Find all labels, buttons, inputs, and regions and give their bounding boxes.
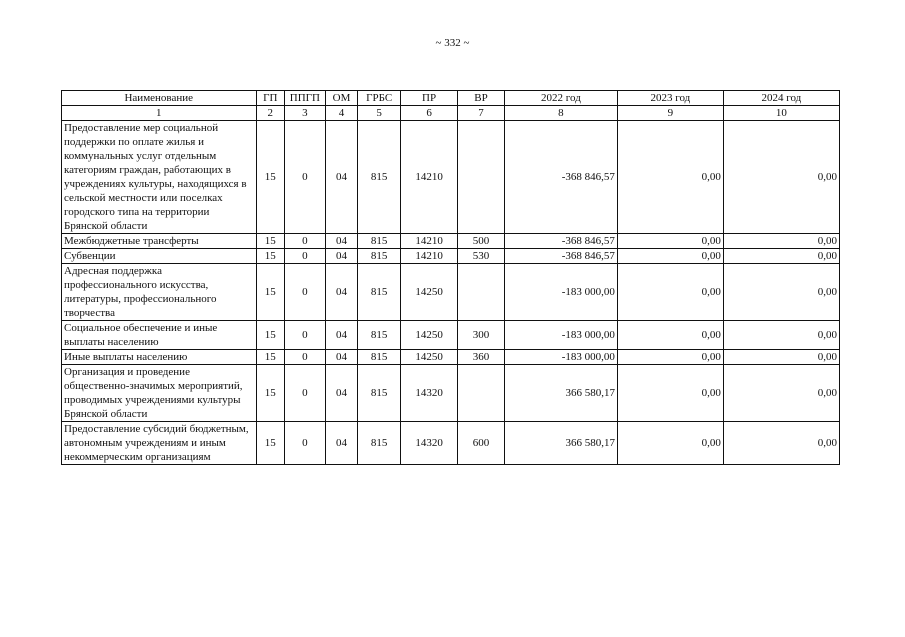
cell-vr [458, 365, 505, 422]
cell-pr: 14320 [401, 365, 458, 422]
header-gp: ГП [256, 91, 285, 106]
cell-2024: 0,00 [723, 249, 839, 264]
cell-pr: 14210 [401, 121, 458, 234]
cell-pr: 14210 [401, 234, 458, 249]
cell-2023: 0,00 [617, 249, 723, 264]
cell-vr: 360 [458, 350, 505, 365]
column-number: 4 [325, 106, 358, 121]
column-number-row [62, 106, 840, 121]
cell-2022: 366 580,17 [504, 422, 617, 465]
cell-2022: -368 846,57 [504, 234, 617, 249]
cell-pr: 14210 [401, 249, 458, 264]
cell-vr: 600 [458, 422, 505, 465]
cell-om: 04 [325, 264, 358, 321]
cell-gp: 15 [256, 249, 285, 264]
cell-2023: 0,00 [617, 321, 723, 350]
column-number: 9 [617, 106, 723, 121]
cell-grbs: 815 [358, 350, 401, 365]
page-number: ~ 332 ~ [435, 37, 470, 49]
cell-grbs: 815 [358, 249, 401, 264]
cell-vr [458, 264, 505, 321]
cell-2024: 0,00 [723, 321, 839, 350]
cell-2023: 0,00 [617, 365, 723, 422]
header-om: ОМ [325, 91, 358, 106]
cell-om: 04 [325, 249, 358, 264]
cell-ppgp: 0 [285, 234, 326, 249]
cell-om: 04 [325, 365, 358, 422]
cell-pr: 14320 [401, 422, 458, 465]
table-row [62, 422, 840, 465]
cell-vr [458, 121, 505, 234]
cell-om: 04 [325, 350, 358, 365]
table-row [62, 264, 840, 321]
cell-ppgp: 0 [285, 264, 326, 321]
cell-grbs: 815 [358, 321, 401, 350]
table-row [62, 365, 840, 422]
cell-2022: -183 000,00 [504, 350, 617, 365]
budget-table [61, 90, 840, 465]
table-row [62, 121, 840, 234]
cell-2022: 366 580,17 [504, 365, 617, 422]
cell-2022: -183 000,00 [504, 321, 617, 350]
cell-gp: 15 [256, 264, 285, 321]
cell-2024: 0,00 [723, 264, 839, 321]
cell-ppgp: 0 [285, 321, 326, 350]
cell-gp: 15 [256, 422, 285, 465]
cell-om: 04 [325, 321, 358, 350]
cell-2024: 0,00 [723, 234, 839, 249]
header-name: Наименование [62, 91, 257, 106]
table-row [62, 249, 840, 264]
cell-om: 04 [325, 422, 358, 465]
header-pr: ПР [401, 91, 458, 106]
row-name: Адресная поддержка профессионального искусства, литературы, профессионального творчества [62, 264, 257, 321]
column-number: 7 [458, 106, 505, 121]
cell-gp: 15 [256, 234, 285, 249]
header-row [62, 91, 840, 106]
cell-grbs: 815 [358, 365, 401, 422]
cell-gp: 15 [256, 365, 285, 422]
cell-gp: 15 [256, 321, 285, 350]
cell-2024: 0,00 [723, 121, 839, 234]
table-row [62, 350, 840, 365]
column-number: 1 [62, 106, 257, 121]
column-number: 10 [723, 106, 839, 121]
row-name: Межбюджетные трансферты [62, 234, 257, 249]
table-row [62, 234, 840, 249]
column-number: 2 [256, 106, 285, 121]
cell-2022: -183 000,00 [504, 264, 617, 321]
cell-2023: 0,00 [617, 121, 723, 234]
cell-2023: 0,00 [617, 422, 723, 465]
cell-ppgp: 0 [285, 350, 326, 365]
cell-vr: 530 [458, 249, 505, 264]
cell-pr: 14250 [401, 264, 458, 321]
cell-gp: 15 [256, 350, 285, 365]
cell-om: 04 [325, 121, 358, 234]
cell-grbs: 815 [358, 422, 401, 465]
cell-grbs: 815 [358, 264, 401, 321]
cell-2022: -368 846,57 [504, 121, 617, 234]
row-name: Предоставление мер социальной поддержки по оплате жилья и коммунальных услуг отдельным категориям граждан, работающих в учреждениях культуры, находящихся в сельской местности или поселках городского типа на территории Брянской области [62, 121, 257, 234]
header-ppgp: ППГП [285, 91, 326, 106]
cell-2023: 0,00 [617, 234, 723, 249]
cell-vr: 500 [458, 234, 505, 249]
row-name: Субвенции [62, 249, 257, 264]
row-name: Организация и проведение общественно-значимых мероприятий, проводимых учреждениями культуры Брянской области [62, 365, 257, 422]
cell-pr: 14250 [401, 350, 458, 365]
cell-ppgp: 0 [285, 365, 326, 422]
cell-grbs: 815 [358, 121, 401, 234]
cell-ppgp: 0 [285, 121, 326, 234]
header-2022: 2022 год [504, 91, 617, 106]
cell-ppgp: 0 [285, 422, 326, 465]
header-2024: 2024 год [723, 91, 839, 106]
column-number: 5 [358, 106, 401, 121]
column-number: 8 [504, 106, 617, 121]
header-grbs: ГРБС [358, 91, 401, 106]
row-name: Предоставление субсидий бюджетным, автономным учреждениям и иным некоммерческим организациям [62, 422, 257, 465]
row-name: Социальное обеспечение и иные выплаты населению [62, 321, 257, 350]
cell-2024: 0,00 [723, 422, 839, 465]
cell-pr: 14250 [401, 321, 458, 350]
header-2023: 2023 год [617, 91, 723, 106]
cell-2023: 0,00 [617, 350, 723, 365]
cell-gp: 15 [256, 121, 285, 234]
cell-ppgp: 0 [285, 249, 326, 264]
cell-om: 04 [325, 234, 358, 249]
cell-2023: 0,00 [617, 264, 723, 321]
column-number: 6 [401, 106, 458, 121]
header-vr: ВР [458, 91, 505, 106]
table-row [62, 321, 840, 350]
column-number: 3 [285, 106, 326, 121]
row-name: Иные выплаты населению [62, 350, 257, 365]
cell-2024: 0,00 [723, 350, 839, 365]
cell-2022: -368 846,57 [504, 249, 617, 264]
cell-grbs: 815 [358, 234, 401, 249]
cell-2024: 0,00 [723, 365, 839, 422]
cell-vr: 300 [458, 321, 505, 350]
